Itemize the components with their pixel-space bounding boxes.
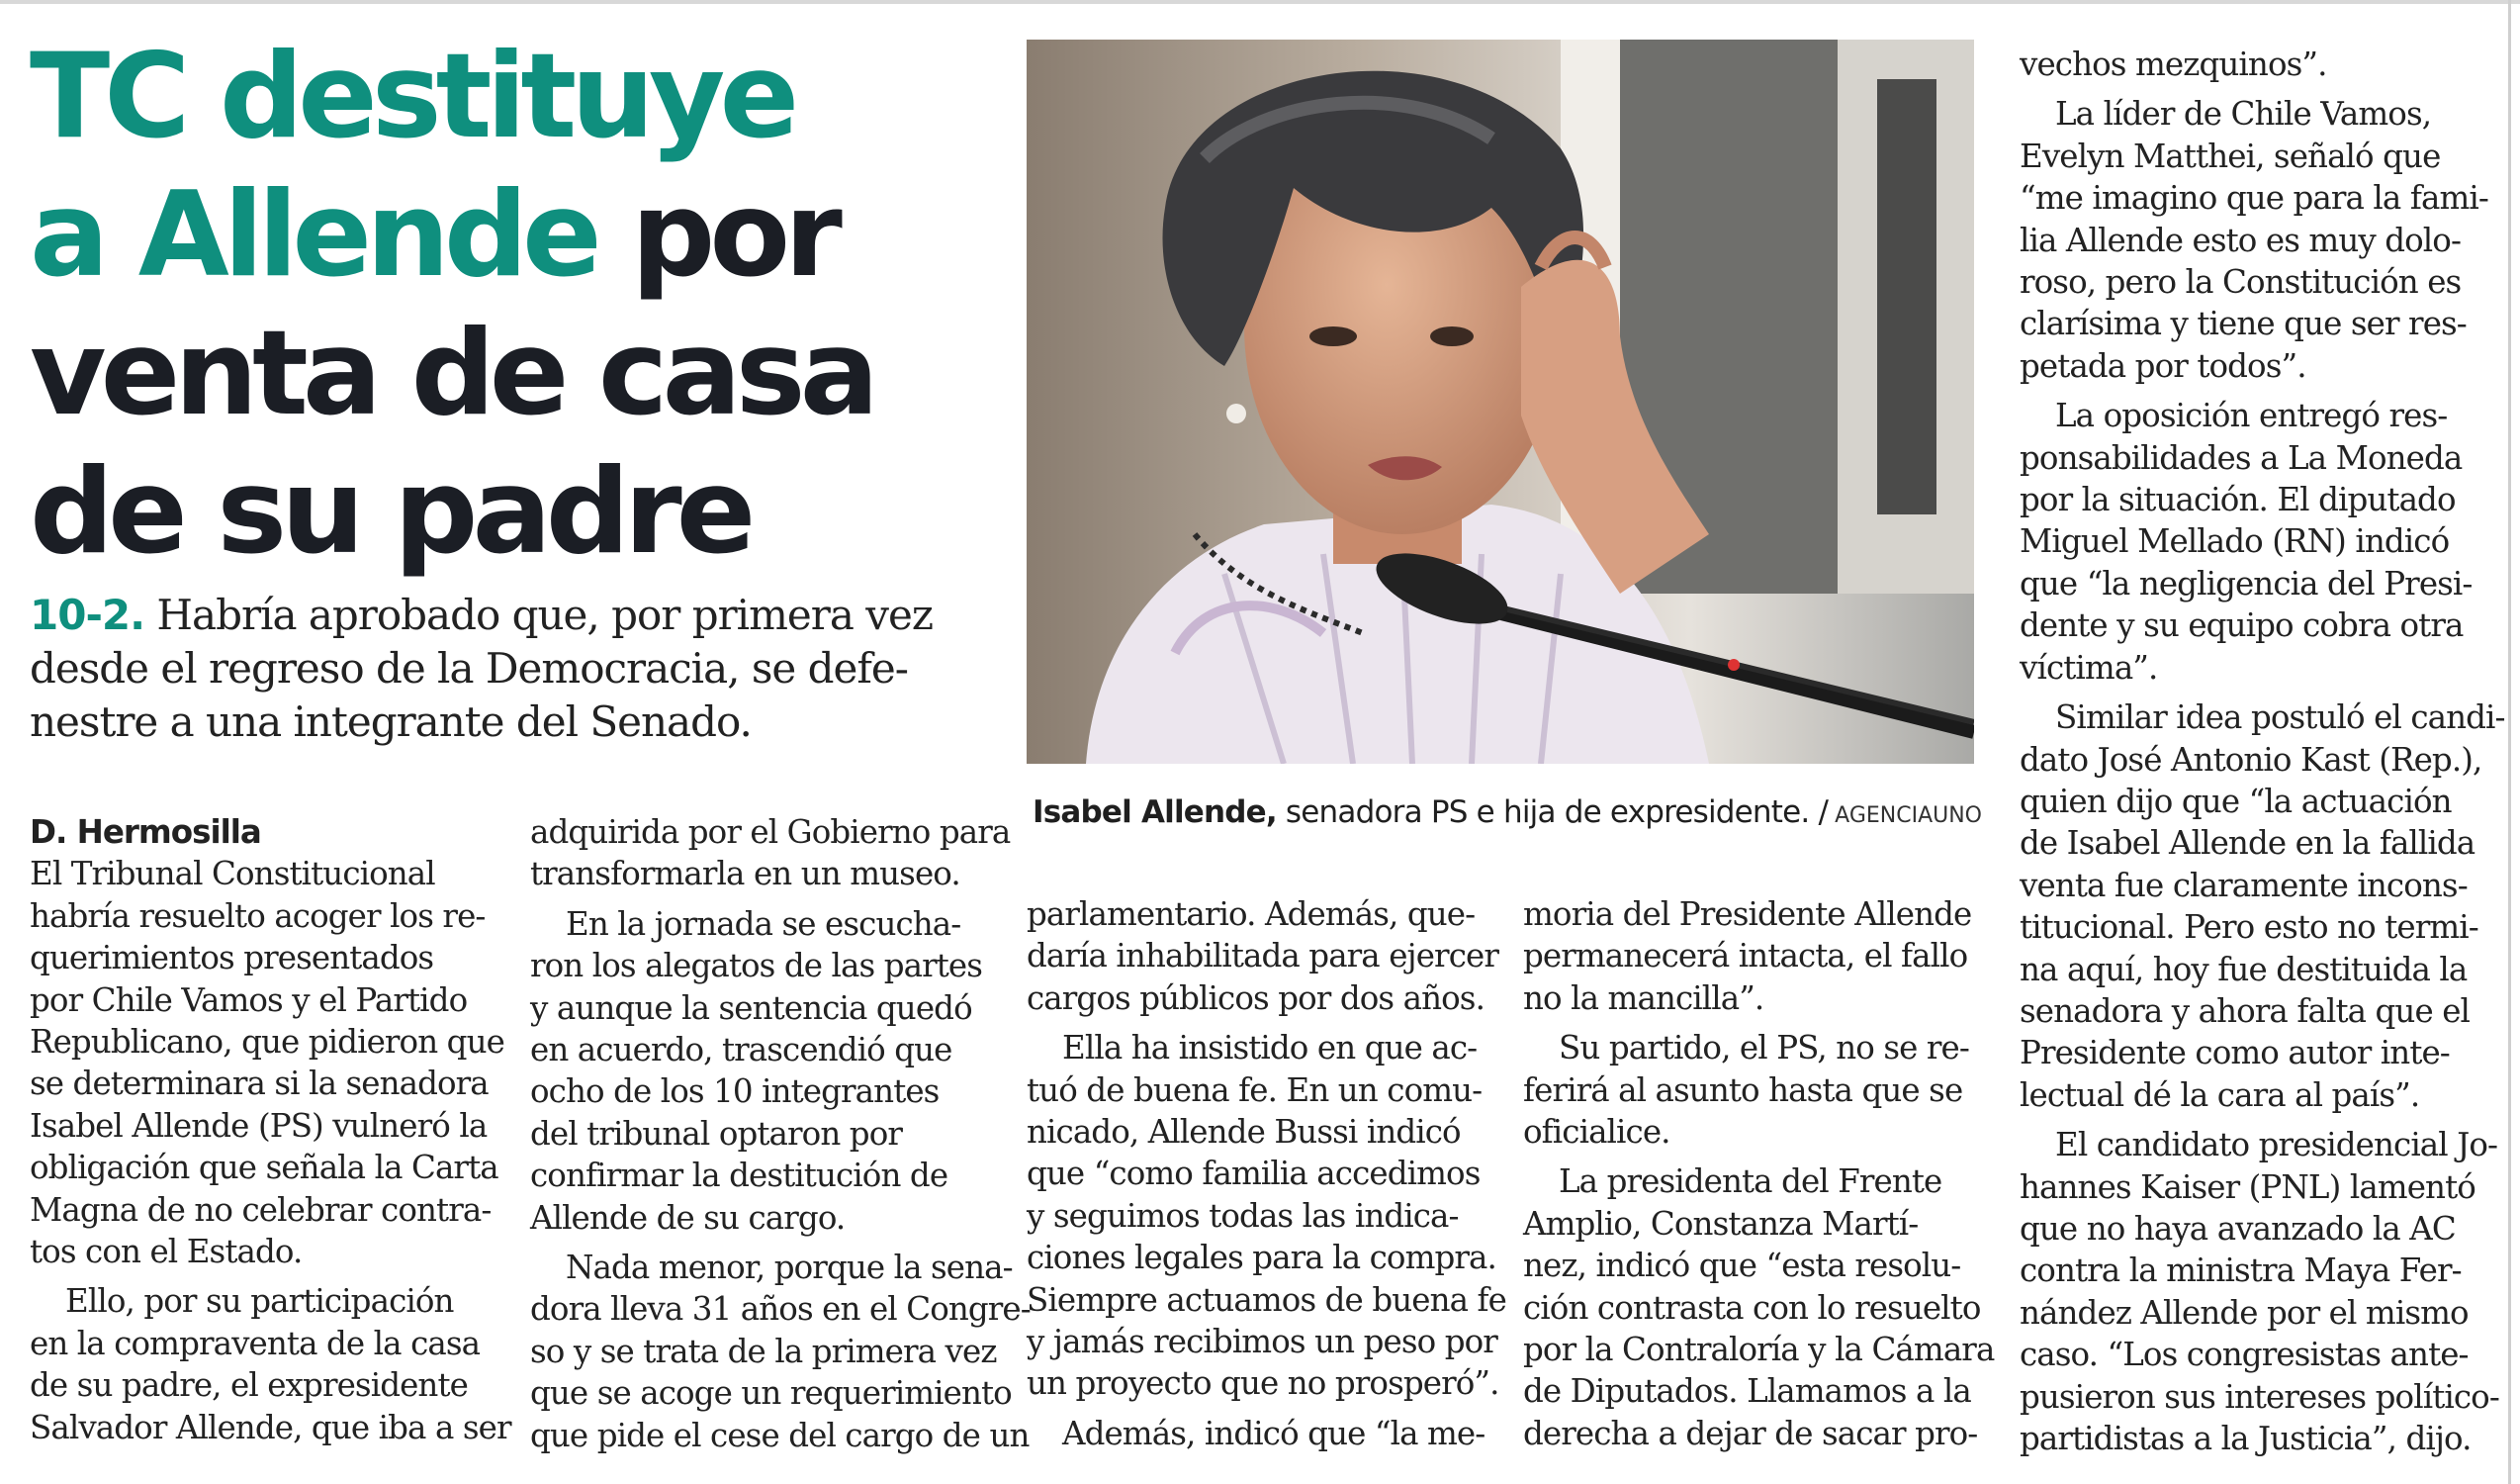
body-line: por la situación. El diputado — [2020, 481, 2456, 519]
article-column-3 — [1027, 893, 1506, 1454]
body-line: venta fue claramente incons- — [2020, 866, 2468, 904]
body-line: dora lleva 31 años en el Congre- — [530, 1290, 1031, 1329]
photo-caption — [1033, 794, 1982, 830]
body-line: La presidenta del Frente — [1559, 1162, 1942, 1201]
body-line: lia Allende esto es muy dolo- — [2020, 221, 2462, 259]
body-line: que se acoge un requerimiento — [530, 1374, 1012, 1413]
body-line: y seguimos todas las indica- — [1027, 1196, 1459, 1235]
body-line: por la Contraloría y la Cámara — [1523, 1331, 1995, 1369]
body-line: de su padre, el expresidente — [30, 1366, 468, 1405]
body-line: del tribunal optaron por — [530, 1114, 903, 1153]
body-line: Nada menor, porque la sena- — [566, 1249, 1013, 1287]
body-line: parlamentario. Además, que- — [1027, 895, 1476, 933]
body-line: ponsabilidades a La Moneda — [2020, 438, 2463, 477]
body-line: senadora y ahora falta que el — [2020, 991, 2471, 1030]
body-line: Isabel Allende (PS) vulneró la — [30, 1106, 488, 1145]
body-line: Además, indicó que “la me- — [1062, 1414, 1485, 1452]
body-line: dente y su equipo cobra otra — [2020, 606, 2464, 645]
body-line: El Tribunal Constitucional — [30, 855, 435, 893]
body-line: oficialice. — [1523, 1113, 1670, 1152]
subheadline-line-2: desde el regreso de la Democracia, se defe- — [30, 644, 908, 693]
body-line: Amplio, Constanza Martí- — [1523, 1204, 1919, 1243]
body-line: por Chile Vamos y el Partido — [30, 980, 468, 1019]
body-line: ferirá al asunto hasta que se — [1523, 1070, 1963, 1109]
body-line: clarísima y tiene que ser res- — [2020, 305, 2467, 343]
body-line: en acuerdo, trascendió que — [530, 1031, 952, 1069]
headline-line-4: de su padre — [30, 444, 751, 581]
body-line: En la jornada se escucha- — [566, 904, 961, 943]
headline-highlight: a Allende — [30, 167, 596, 304]
body-line: contra la ministra Maya Fer- — [2020, 1252, 2462, 1290]
body-line: en la compraventa de la casa — [30, 1324, 481, 1362]
body-line: Ello, por su participación — [65, 1282, 454, 1321]
subheadline-line-3: nestre a una integrante del Senado. — [30, 697, 752, 746]
body-line: Magna de no celebrar contra- — [30, 1190, 492, 1229]
body-line: ocho de los 10 integrantes — [530, 1072, 940, 1111]
body-line: confirmar la destitución de — [530, 1157, 948, 1195]
body-line: que “la negligencia del Presi- — [2020, 564, 2473, 603]
body-line: pusieron sus intereses político- — [2020, 1377, 2499, 1416]
body-line: petada por todos”. — [2020, 346, 2306, 385]
body-line: Republicano, que pidieron que — [30, 1023, 504, 1062]
body-line: Presidente como autor inte- — [2020, 1034, 2450, 1072]
body-line: de Isabel Allende en la fallida — [2020, 824, 2475, 863]
body-line: ron los alegatos de las partes — [530, 947, 982, 985]
body-line: que “como familia accedimos — [1027, 1155, 1481, 1193]
body-line: Evelyn Matthei, señaló que — [2020, 137, 2441, 175]
body-line: partidistas a la Justicia”, dijo. — [2020, 1420, 2472, 1457]
body-line: nez, indicó que “esta resolu- — [1523, 1247, 1961, 1285]
body-line: Siempre actuamos de buena fe — [1027, 1280, 1506, 1319]
body-line: tuó de buena fe. En un comu- — [1027, 1070, 1483, 1109]
body-line: titucional. Pero esto no termi- — [2020, 908, 2478, 947]
body-line: quien dijo que “la actuación — [2020, 782, 2452, 820]
headline-line-2 — [30, 166, 1019, 305]
article-column-2 — [530, 811, 1031, 1456]
body-line: dato José Antonio Kast (Rep.), — [2020, 740, 2482, 779]
body-line: lectual dé la cara al país”. — [2020, 1075, 2420, 1114]
body-line: y jamás recibimos un peso por — [1027, 1323, 1497, 1361]
body-line: ciones legales para la compra. — [1027, 1239, 1496, 1277]
body-line: Miguel Mellado (RN) indicó — [2020, 522, 2450, 561]
body-line: Ella ha insistido en que ac- — [1062, 1029, 1478, 1067]
body-line: daría inhabilitada para ejercer — [1027, 937, 1498, 975]
body-line: derecha a dejar de sacar pro- — [1523, 1414, 1978, 1452]
body-line: nicado, Allende Bussi indicó — [1027, 1113, 1461, 1152]
subheadline — [30, 589, 1009, 749]
article-column-4 — [1523, 893, 1995, 1454]
body-line: no la mancilla”. — [1523, 978, 1764, 1017]
body-line: ción contrasta con lo resuelto — [1523, 1288, 1981, 1327]
body-line: Similar idea postuló el candi- — [2055, 698, 2505, 737]
body-line: tos con el Estado. — [30, 1233, 303, 1271]
body-line: transformarla en un museo. — [530, 855, 960, 893]
top-rule — [0, 0, 2520, 4]
subheadline-line-1 — [30, 589, 1009, 642]
article-column-1 — [30, 811, 511, 1448]
byline: D. Hermosilla — [30, 813, 261, 851]
subheadline-text-1: Habría aprobado que, por primera vez — [144, 591, 933, 639]
article-column-5 — [2020, 44, 2504, 1459]
body-line: La líder de Chile Vamos, — [2055, 95, 2432, 134]
body-line: na aquí, hoy fue destituida la — [2020, 950, 2468, 988]
caption-name: Isabel Allende, — [1033, 794, 1277, 830]
body-line: permanecerá intacta, el fallo — [1523, 937, 1968, 975]
body-line: Su partido, el PS, no se re- — [1559, 1029, 1969, 1067]
body-line: moria del Presidente Allende — [1523, 895, 1972, 933]
body-line: “me imagino que para la fami- — [2020, 179, 2488, 218]
body-line: un proyecto que no prosperó”. — [1027, 1364, 1499, 1403]
headline-dark-text: por — [595, 167, 837, 304]
body-line: caso. “Los congresistas ante- — [2020, 1336, 2469, 1374]
photo-credit: AGENCIAUNO — [1828, 803, 1982, 828]
body-line: querimientos presentados — [30, 939, 434, 977]
body-line: que pide el cese del cargo de un — [530, 1416, 1030, 1454]
body-line: que no haya avanzado la AC — [2020, 1209, 2456, 1248]
portrait-illustration — [1027, 40, 1974, 764]
right-page-rule — [2508, 0, 2511, 1484]
body-line: hannes Kaiser (PNL) lamentó — [2020, 1167, 2475, 1206]
vote-count: 10-2. — [30, 591, 145, 639]
headline-line-3: venta de casa — [30, 306, 873, 442]
body-line: Allende de su cargo. — [530, 1198, 846, 1237]
body-line: La oposición entregó res- — [2055, 397, 2448, 435]
body-line: Salvador Allende, que iba a ser — [30, 1408, 511, 1446]
headline-line-1: TC destituye — [30, 29, 794, 165]
body-line: nández Allende por el mismo — [2020, 1293, 2469, 1332]
body-line: El candidato presidencial Jo- — [2055, 1126, 2498, 1164]
body-line: obligación que señala la Carta — [30, 1149, 498, 1187]
news-photo — [1027, 40, 1974, 764]
body-line: de Diputados. Llamamos a la — [1523, 1372, 1971, 1411]
body-line: cargos públicos por dos años. — [1027, 978, 1485, 1017]
body-line: víctima”. — [2020, 648, 2158, 687]
caption-text: senadora PS e hija de expresidente. / — [1276, 794, 1829, 830]
body-line: roso, pero la Constitución es — [2020, 263, 2462, 302]
body-line: so y se trata de la primera vez — [530, 1332, 997, 1370]
body-line: y aunque la sentencia quedó — [530, 988, 972, 1027]
headline — [30, 28, 1019, 582]
body-line: habría resuelto acoger los re- — [30, 896, 486, 935]
body-line: adquirida por el Gobierno para — [530, 813, 1011, 851]
body-line: vechos mezquinos”. — [2020, 46, 2327, 83]
body-line: se determinara si la senadora — [30, 1065, 489, 1103]
